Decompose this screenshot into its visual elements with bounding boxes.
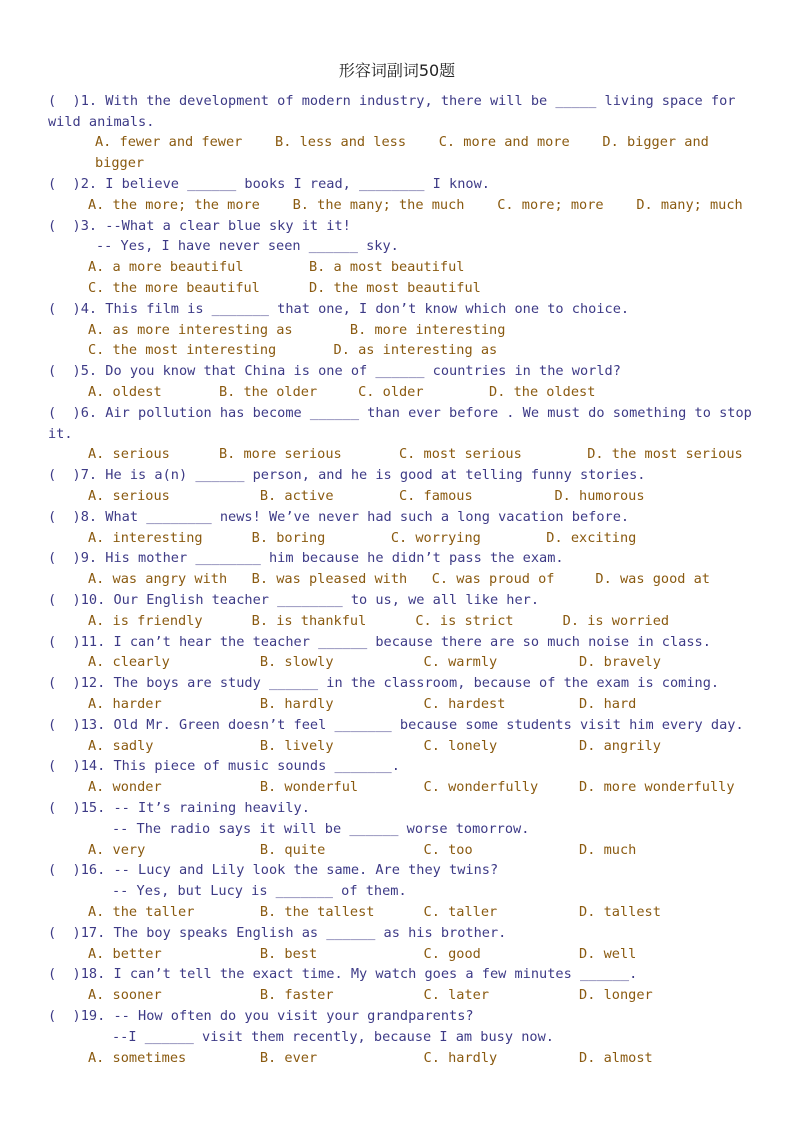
question-15-options: A. very B. quite C. too D. much <box>88 842 637 858</box>
question-19-stem: ( )19. -- How often do you visit your grandparents? <box>48 1008 474 1024</box>
question-1-options-cont: bigger <box>95 155 145 171</box>
question-16-options: A. the taller B. the tallest C. taller D. tallest <box>88 904 661 920</box>
question-18-options: A. sooner B. faster C. later D. longer <box>88 987 653 1003</box>
question-1-stem-cont: wild animals. <box>48 114 155 130</box>
question-4-options-cd: C. the most interesting D. as interesting as <box>88 342 498 358</box>
question-8-options: A. interesting B. boring C. worrying D. exciting <box>88 530 637 546</box>
question-3-options-ab: A. a more beautiful B. a most beautiful <box>88 259 465 275</box>
question-3-options-cd: C. the more beautiful D. the most beautiful <box>88 280 481 296</box>
question-10-stem: ( )10. Our English teacher ________ to us, we all like her. <box>48 592 540 608</box>
question-19-reply: --I ______ visit them recently, because I am busy now. <box>112 1029 554 1045</box>
question-9-options: A. was angry with B. was pleased with C. was proud of D. was good at <box>88 571 710 587</box>
question-3-reply: -- Yes, I have never seen ______ sky. <box>96 238 399 254</box>
question-17-stem: ( )17. The boy speaks English as ______ as his brother. <box>48 925 507 941</box>
question-15-reply: -- The radio says it will be ______ worse tomorrow. <box>112 821 530 837</box>
question-14-stem: ( )14. This piece of music sounds _______. <box>48 758 400 774</box>
question-2-options: A. the more; the more B. the many; the much C. more; more D. many; much <box>88 197 743 213</box>
question-8-stem: ( )8. What ________ news! We’ve never had such a long vacation before. <box>48 509 630 525</box>
question-16-reply: -- Yes, but Lucy is _______ of them. <box>112 883 407 899</box>
question-1-options: A. fewer and fewer B. less and less C. more and more D. bigger and <box>95 134 709 150</box>
question-19-options: A. sometimes B. ever C. hardly D. almost <box>88 1050 653 1066</box>
question-4-options-ab: A. as more interesting as B. more interesting <box>88 322 506 338</box>
question-1-stem: ( )1. With the development of modern industry, there will be _____ living space for <box>48 93 736 109</box>
question-6-stem: ( )6. Air pollution has become ______ than ever before . We must do something to stop <box>48 405 752 421</box>
question-3-stem: ( )3. --What a clear blue sky it it! <box>48 218 351 234</box>
question-5-stem: ( )5. Do you know that China is one of ______ countries in the world? <box>48 363 621 379</box>
question-5-options: A. oldest B. the older C. older D. the oldest <box>88 384 596 400</box>
question-13-stem: ( )13. Old Mr. Green doesn’t feel _______ because some students visit him every day. <box>48 717 744 733</box>
question-10-options: A. is friendly B. is thankful C. is strict D. is worried <box>88 613 670 629</box>
question-9-stem: ( )9. His mother ________ him because he didn’t pass the exam. <box>48 550 564 566</box>
question-16-stem: ( )16. -- Lucy and Lily look the same. Are they twins? <box>48 862 499 878</box>
question-4-stem: ( )4. This film is _______ that one, I don’t know which one to choice. <box>48 301 630 317</box>
question-11-stem: ( )11. I can’t hear the teacher ______ because there are so much noise in class. <box>48 634 711 650</box>
question-18-stem: ( )18. I can’t tell the exact time. My watch goes a few minutes ______. <box>48 966 638 982</box>
question-15-stem: ( )15. -- It’s raining heavily. <box>48 800 310 816</box>
question-12-options: A. harder B. hardly C. hardest D. hard <box>88 696 637 712</box>
question-12-stem: ( )12. The boys are study ______ in the classroom, because of the exam is coming. <box>48 675 720 691</box>
question-11-options: A. clearly B. slowly C. warmly D. bravely <box>88 654 661 670</box>
question-2-stem: ( )2. I believe ______ books I read, ________ I know. <box>48 176 490 192</box>
question-6-stem-cont: it. <box>48 426 73 442</box>
page-title: 形容词副词50题 <box>338 61 456 80</box>
question-17-options: A. better B. best C. good D. well <box>88 946 637 962</box>
question-13-options: A. sadly B. lively C. lonely D. angrily <box>88 738 661 754</box>
question-6-options: A. serious B. more serious C. most serious D. the most serious <box>88 446 743 462</box>
question-7-options: A. serious B. active C. famous D. humorous <box>88 488 645 504</box>
question-14-options: A. wonder B. wonderful C. wonderfully D. more wonderfully <box>88 779 735 795</box>
question-7-stem: ( )7. He is a(n) ______ person, and he is good at telling funny stories. <box>48 467 646 483</box>
